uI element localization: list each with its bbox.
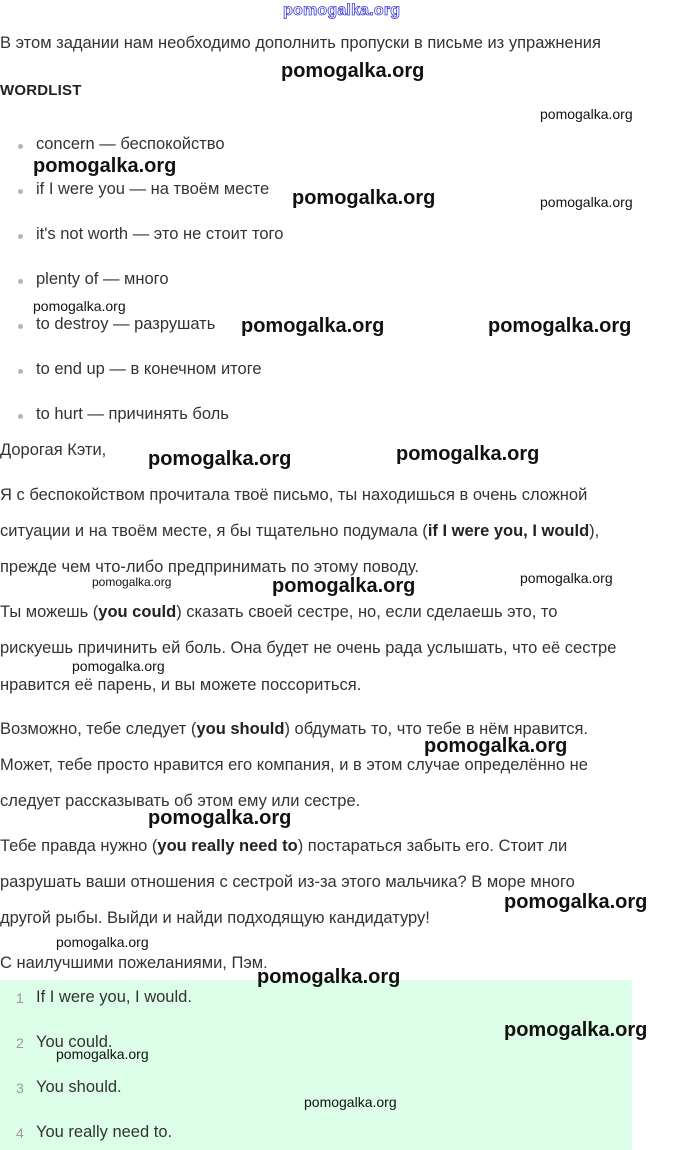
wordlist-item: to hurt — причинять боль	[36, 405, 229, 423]
watermark: pomogalka.org	[540, 194, 633, 210]
watermark: pomogalka.org	[488, 315, 632, 337]
letter-line: прежде чем что-либо предпринимать по этому поводу.	[0, 558, 420, 576]
watermark: pomogalka.org	[540, 106, 633, 122]
wordlist-heading: WORDLIST	[0, 82, 82, 99]
bullet-icon	[18, 369, 23, 374]
letter-line: ситуации и на твоём месте, я бы тщательно подумала (if I were you, I would),	[0, 522, 600, 540]
watermark: pomogalka.org	[396, 443, 540, 465]
watermark: pomogalka.org	[304, 1094, 397, 1110]
bullet-icon	[18, 234, 23, 239]
bullet-icon	[18, 279, 23, 284]
wordlist-item: it's not worth — это не стоит того	[36, 225, 284, 243]
wordlist-item: plenty of — много	[36, 270, 169, 288]
intro-text: В этом задании нам необходимо дополнить пропуски в письме из упражнения	[0, 34, 601, 52]
answer-number: 4	[16, 1125, 24, 1141]
answer-text: You really need to.	[36, 1123, 173, 1141]
answer-number: 2	[16, 1035, 24, 1051]
bullet-icon	[18, 324, 23, 329]
letter-line: другой рыбы. Выйди и найди подходящую кандидатуру!	[0, 909, 430, 927]
watermark: pomogalka.org	[272, 575, 416, 597]
watermark: pomogalka.org	[33, 155, 177, 177]
letter-greeting: Дорогая Кэти,	[0, 441, 107, 459]
watermark: pomogalka.org	[504, 891, 648, 913]
letter-line: Тебе правда нужно (you really need to) постараться забыть его. Стоит ли	[0, 837, 568, 855]
watermark: pomogalka.org	[148, 807, 292, 829]
answer-text: You could.	[36, 1033, 113, 1051]
watermark: pomogalka.org	[56, 934, 149, 950]
answers-box	[0, 980, 632, 1150]
wordlist-item: to destroy — разрушать	[36, 315, 216, 333]
answer-text: If I were you, I would.	[36, 988, 192, 1006]
letter-line: нравится её парень, и вы можете поссориться.	[0, 676, 362, 694]
letter-line: следует рассказывать об этом ему или сестре.	[0, 792, 361, 810]
top-watermark: pomogalka.org	[283, 2, 401, 19]
answer-highlight: if I were you, I would	[427, 522, 590, 540]
bullet-icon	[18, 144, 23, 149]
watermark: pomogalka.org	[257, 966, 401, 988]
answer-number: 3	[16, 1080, 24, 1096]
watermark: pomogalka.org	[504, 1019, 648, 1041]
letter-line: рискуешь причинить ей боль. Она будет не очень рада услышать, что её сестре	[0, 639, 617, 657]
watermark: pomogalka.org	[56, 1046, 149, 1062]
watermark: pomogalka.org	[241, 315, 385, 337]
letter-line: Возможно, тебе следует (you should) обдумать то, что тебе в нём нравится.	[0, 720, 588, 738]
watermark: pomogalka.org	[92, 575, 172, 589]
letter-line: Ты можешь (you could) сказать своей сестре, но, если сделаешь это, то	[0, 603, 558, 621]
answer-text: You should.	[36, 1078, 122, 1096]
bullet-icon	[18, 189, 23, 194]
watermark: pomogalka.org	[33, 298, 126, 314]
wordlist-item: to end up — в конечном итоге	[36, 360, 262, 378]
answer-number: 1	[16, 990, 24, 1006]
answer-highlight: you could	[98, 603, 177, 621]
bullet-icon	[18, 414, 23, 419]
watermark: pomogalka.org	[292, 187, 436, 209]
watermark: pomogalka.org	[281, 60, 425, 82]
watermark: pomogalka.org	[520, 570, 613, 586]
answer-highlight: you really need to	[157, 837, 298, 855]
watermark: pomogalka.org	[72, 658, 165, 674]
letter-closing: С наилучшими пожеланиями, Пэм.	[0, 954, 268, 972]
watermark: pomogalka.org	[148, 448, 292, 470]
watermark: pomogalka.org	[424, 735, 568, 757]
wordlist-item: concern — беспокойство	[36, 135, 225, 153]
letter-line: разрушать ваши отношения с сестрой из-за этого мальчика? В море много	[0, 873, 575, 891]
wordlist-item: if I were you — на твоём месте	[36, 180, 270, 198]
letter-line: Я с беспокойством прочитала твоё письмо, ты находишься в очень сложной	[0, 486, 588, 504]
answer-highlight: you should	[196, 720, 285, 738]
letter-line: Может, тебе просто нравится его компания, и в этом случае определённо не	[0, 756, 588, 774]
